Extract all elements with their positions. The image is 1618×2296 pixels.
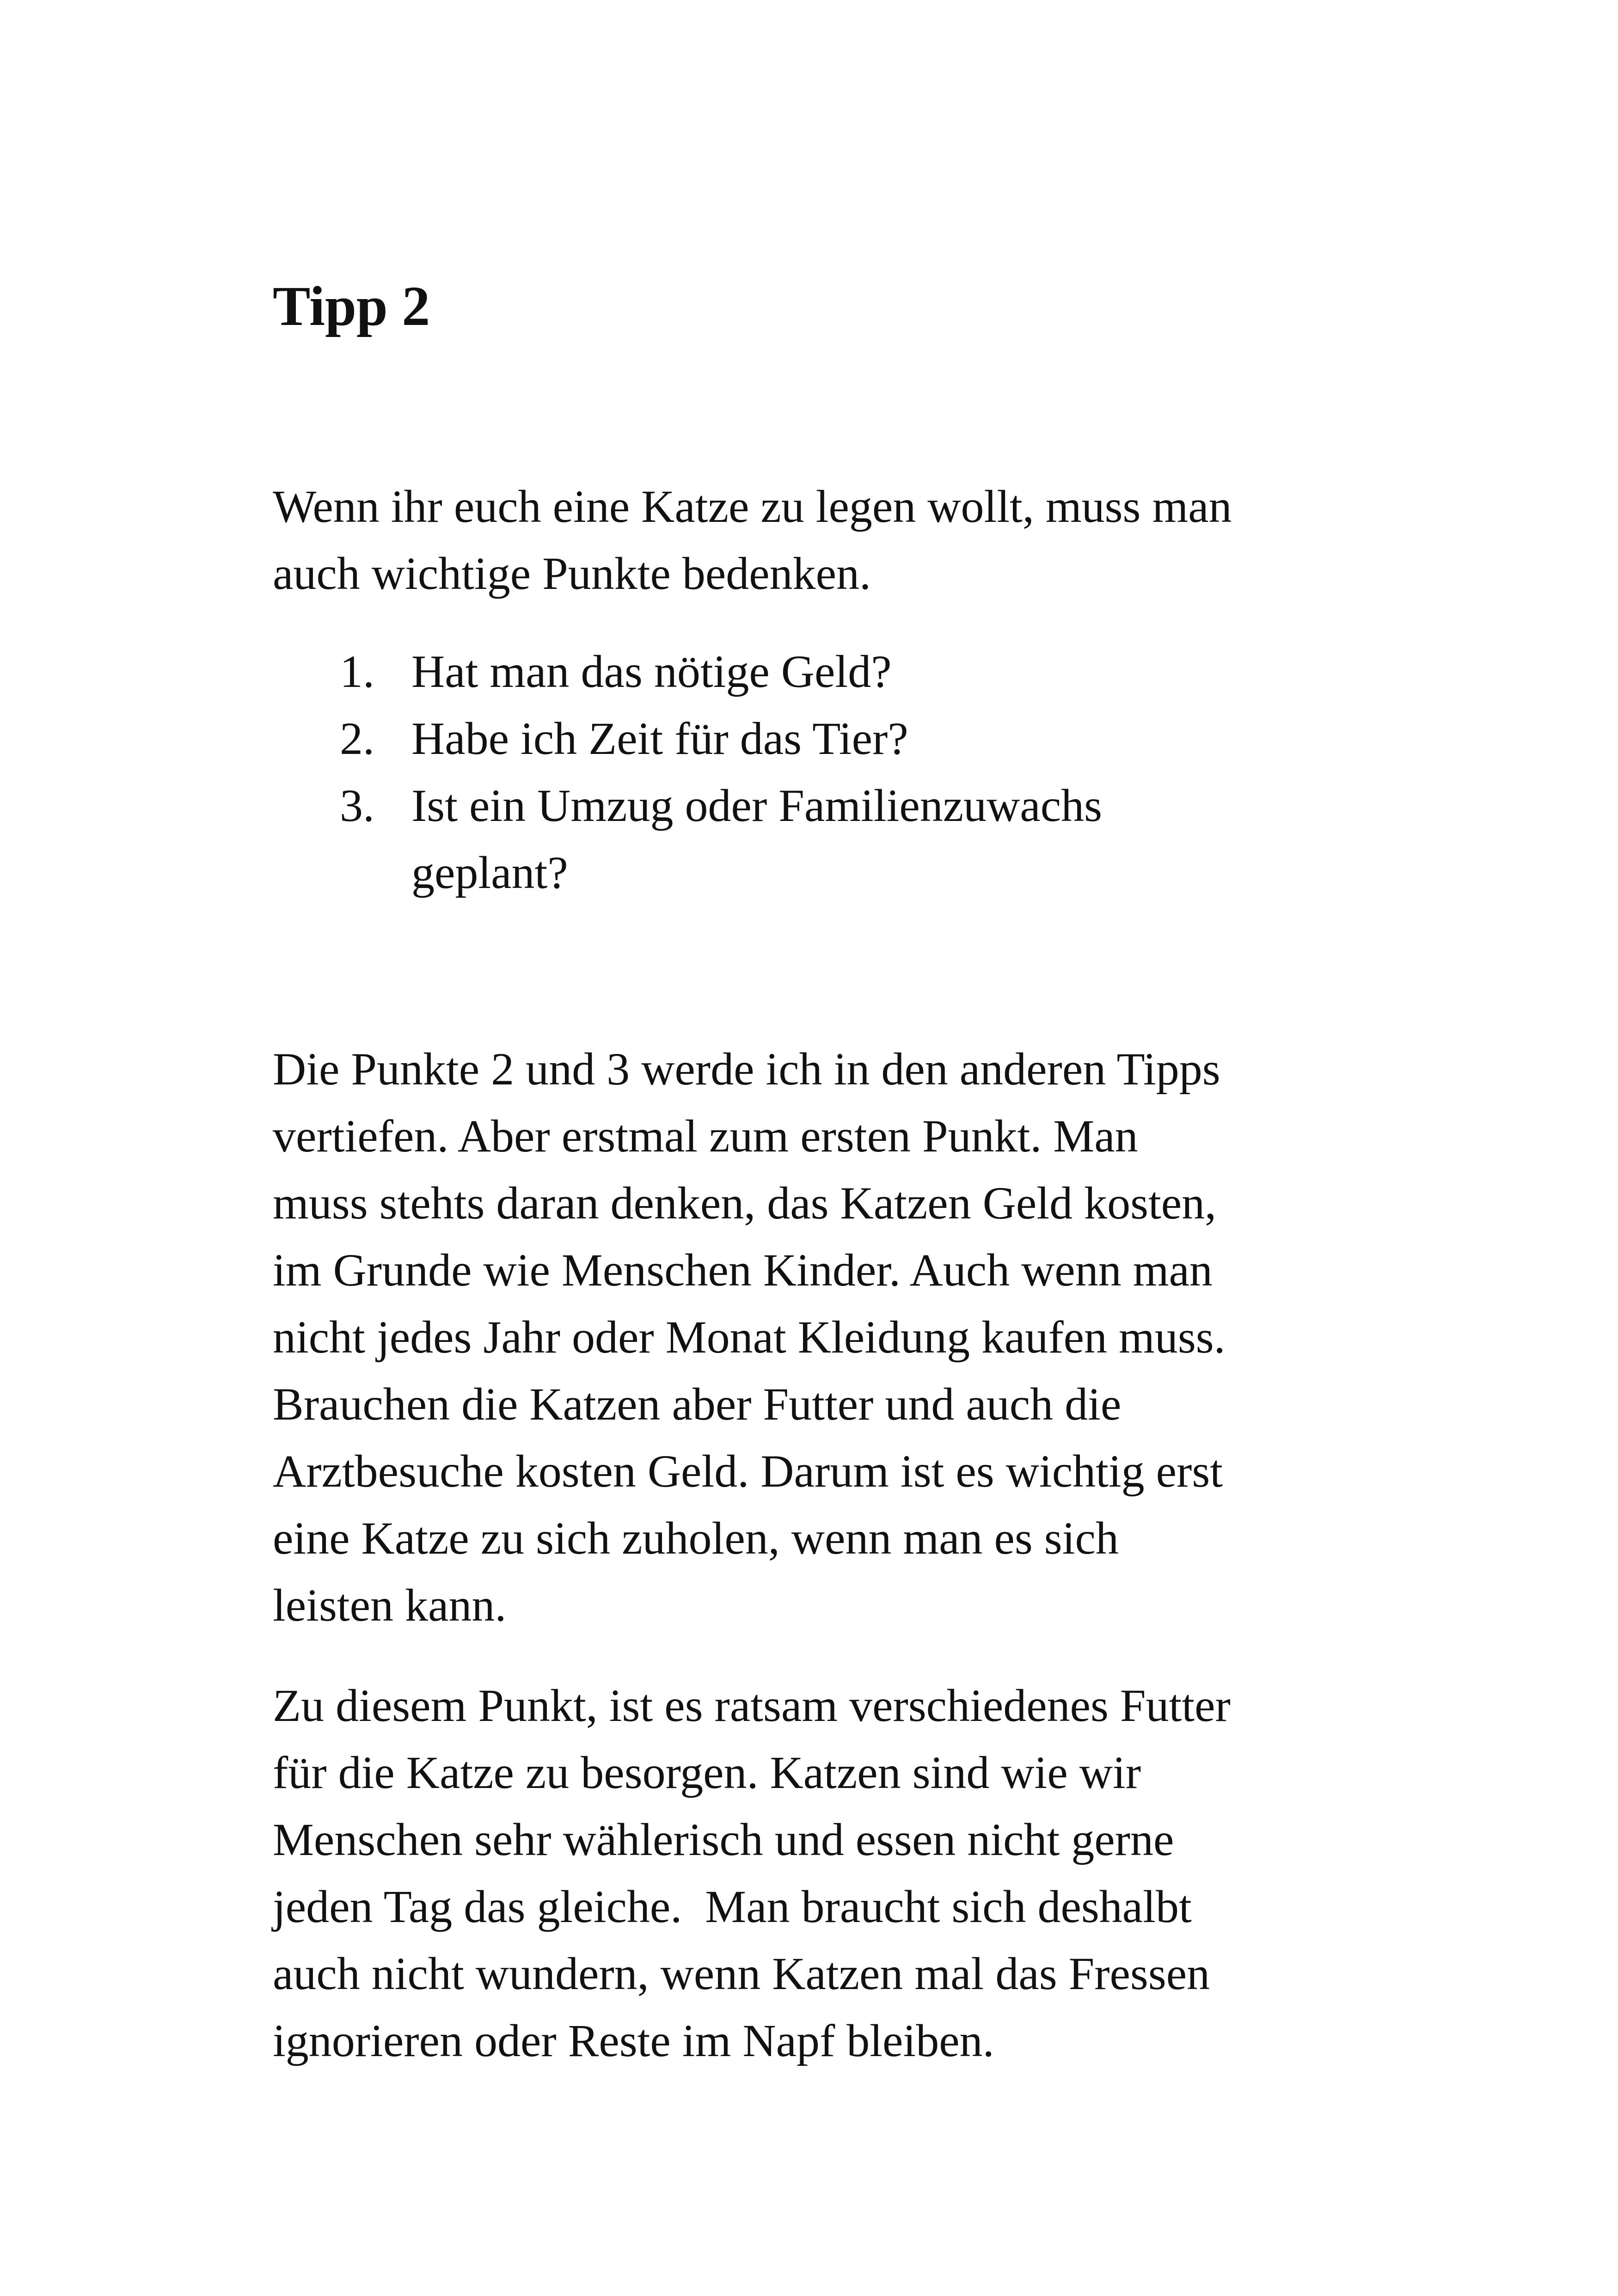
- text-line: auch nicht wundern, wenn Katzen mal das Fressen: [273, 1948, 1210, 1999]
- list-item-text: [411, 772, 1382, 906]
- list-item: [273, 705, 1382, 772]
- intro-paragraph: [273, 473, 1382, 607]
- body-paragraph-money: [273, 1035, 1382, 1639]
- text-line: Die Punkte 2 und 3 werde ich in den anderen Tipps: [273, 1043, 1220, 1095]
- text-line: für die Katze zu besorgen. Katzen sind wie wir: [273, 1747, 1141, 1798]
- text-line: Zu diesem Punkt, ist es ratsam verschiedenes Futter: [273, 1680, 1231, 1731]
- text-line: jeden Tag das gleiche. Man braucht sich deshalbt: [273, 1881, 1192, 1932]
- list-item-number: 2.: [340, 713, 374, 764]
- list-item: [273, 772, 1382, 906]
- list-item-number: 1.: [340, 646, 374, 697]
- text-line: Hat man das nötige Geld?: [411, 646, 892, 697]
- text-line: geplant?: [411, 847, 568, 898]
- text-line: auch wichtige Punkte bedenken.: [273, 548, 871, 599]
- text-line: muss stehts daran denken, das Katzen Geld kosten,: [273, 1177, 1217, 1229]
- text-line: im Grunde wie Menschen Kinder. Auch wenn man: [273, 1244, 1213, 1296]
- text-line: ignorieren oder Reste im Napf bleiben.: [273, 2015, 994, 2066]
- body-paragraph-food: [273, 1672, 1382, 2074]
- text-line: leisten kann.: [273, 1580, 507, 1631]
- list-item: [273, 638, 1382, 705]
- text-line: Habe ich Zeit für das Tier?: [411, 713, 908, 764]
- list-item-number: 3.: [340, 780, 374, 831]
- text-line: nicht jedes Jahr oder Monat Kleidung kaufen muss.: [273, 1311, 1226, 1363]
- text-line: Brauchen die Katzen aber Futter und auch die: [273, 1378, 1122, 1430]
- list-item-text: [411, 638, 1382, 705]
- text-line: eine Katze zu sich zuholen, wenn man es sich: [273, 1512, 1119, 1564]
- text-line: Menschen sehr wählerisch und essen nicht gerne: [273, 1814, 1174, 1865]
- question-list: [273, 638, 1382, 906]
- text-line: Wenn ihr euch eine Katze zu legen wollt, muss man: [273, 481, 1232, 532]
- text-line: vertiefen. Aber erstmal zum ersten Punkt. Man: [273, 1110, 1138, 1162]
- list-item-text: [411, 705, 1382, 772]
- page-title: Tipp 2: [273, 275, 430, 337]
- text-line: Arztbesuche kosten Geld. Darum ist es wichtig erst: [273, 1445, 1223, 1497]
- text-line: Ist ein Umzug oder Familienzuwachs: [411, 780, 1103, 831]
